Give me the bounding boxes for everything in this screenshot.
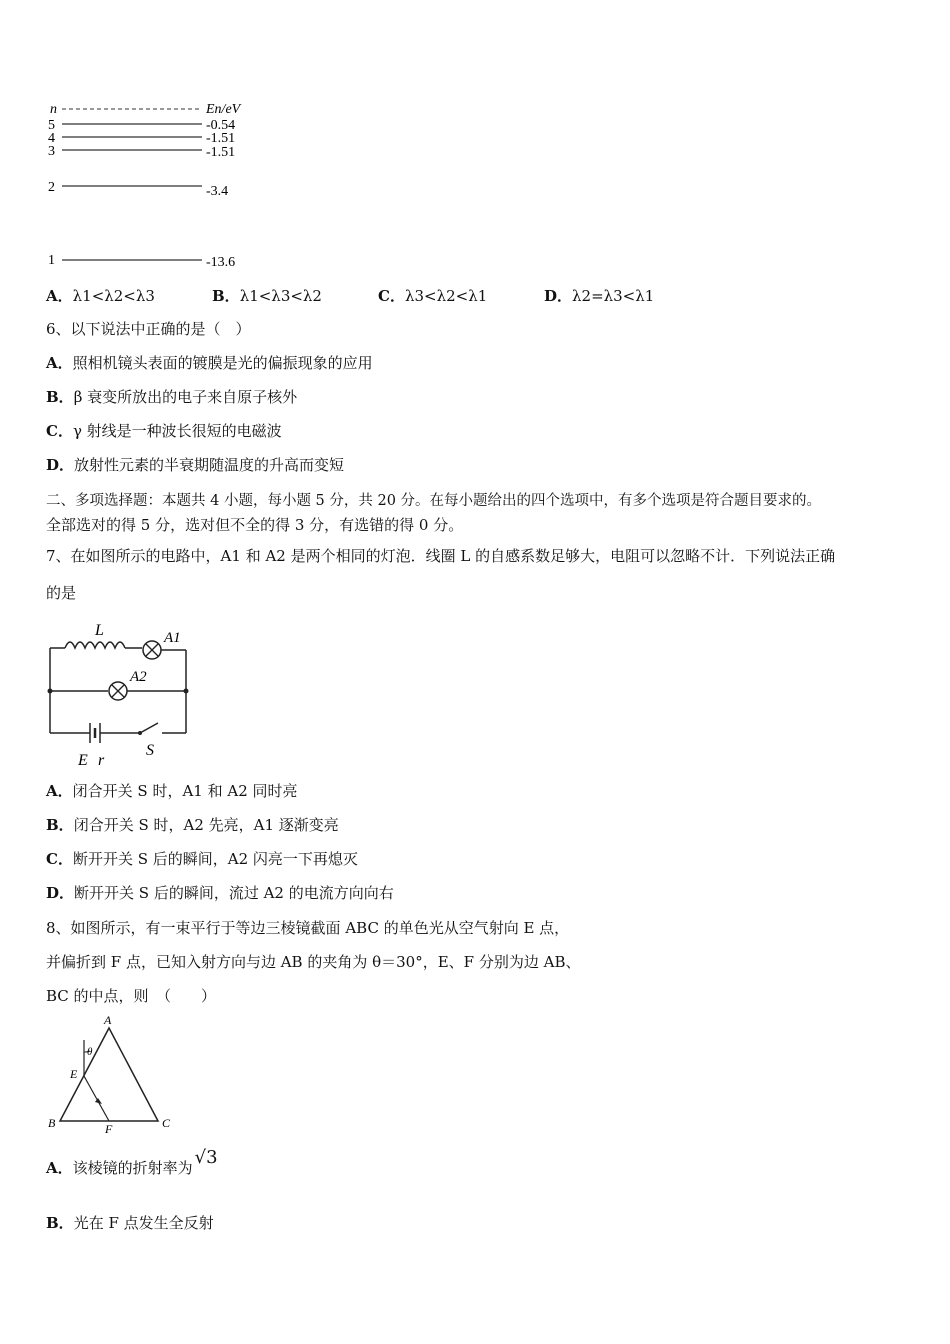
refracted-ray (84, 1076, 109, 1121)
q8-option-b[interactable]: B．光在 F 点发生全反射 (46, 1214, 214, 1232)
q5-option-d-text: λ2=λ3<λ1 (572, 287, 655, 305)
q8-stem-line3: BC 的中点，则 （ ） (46, 987, 217, 1005)
q7-option-d[interactable]: D．断开开关 S 后的瞬间，流过 A2 的电流方向向右 (46, 884, 394, 902)
q7-stem-line2: 的是 (46, 584, 77, 602)
q7-option-b[interactable]: B．闭合开关 S 时，A2 先亮，A1 逐渐变亮 (46, 816, 339, 834)
level-n-3: 3 (48, 144, 55, 159)
q7-circuit-diagram (40, 615, 200, 775)
section2-heading-line1: 二、多项选择题：本题共 4 小题，每小题 5 分，共 20 分。在每小题给出的四个选项中，有多个选项是符合题目要求的。 (46, 493, 822, 509)
vertex-a-label: A (104, 1013, 112, 1027)
q8-stem-line1: 8、如图所示，有一束平行于等边三棱镜截面 ABC 的单色光从空气射向 E 点， (46, 919, 570, 937)
sqrt-three: √3 (194, 1147, 218, 1168)
q5-option-d[interactable]: D．λ2=λ3<λ1 (544, 287, 655, 305)
point-f-label: F (105, 1122, 113, 1136)
q8-prism-diagram (40, 1012, 190, 1137)
q5-option-b-text: λ1<λ3<λ2 (239, 287, 322, 305)
level-energy-2: -3.4 (206, 184, 229, 199)
q8-stem-line2: 并偏折到 F 点，已知入射方向与边 AB 的夹角为 θ＝30°，E、F 分别为边 AB、 (46, 953, 581, 971)
q5-option-a[interactable]: A．λ1<λ2<λ3 (46, 287, 155, 305)
q8-option-a[interactable]: A．该棱镜的折射率为 √3 (46, 1147, 218, 1177)
level-energy-5: -0.54 (206, 118, 236, 133)
point-e-label: E (70, 1067, 78, 1081)
theta-label: θ (87, 1046, 93, 1058)
q6-option-a[interactable]: A．照相机镜头表面的镀膜是光的偏振现象的应用 (46, 354, 373, 372)
level-n-5: 5 (48, 118, 55, 133)
q6-option-b[interactable]: B．β 衰变所放出的电子来自原子核外 (46, 388, 298, 406)
level-energy-3: -1.51 (206, 145, 236, 160)
lamp-a2-label: A2 (130, 669, 147, 685)
q5-option-c[interactable]: C．λ3<λ2<λ1 (378, 287, 488, 305)
q5-option-a-text: λ1<λ2<λ3 (72, 287, 155, 305)
n-axis-label: n (50, 102, 57, 117)
energy-level-diagram (40, 96, 270, 276)
level-n-4: 4 (48, 131, 55, 146)
q6-stem: 6、以下说法中正确的是（ ） (46, 320, 251, 338)
level-energy-1: -13.6 (206, 255, 236, 270)
switch-label: S (146, 742, 154, 759)
level-energy-4: -1.51 (206, 131, 236, 146)
emf-label: E (78, 752, 88, 769)
q5-option-b[interactable]: B．λ1<λ3<λ2 (212, 287, 322, 305)
vertex-b-label: B (48, 1116, 56, 1130)
resistance-label: r (98, 752, 105, 769)
q6-option-c[interactable]: C．γ 射线是一种波长很短的电磁波 (46, 422, 282, 440)
q5-option-c-text: λ3<λ2<λ1 (404, 287, 488, 305)
q6-option-d[interactable]: D．放射性元素的半衰期随温度的升高而变短 (46, 456, 345, 474)
q7-option-a[interactable]: A．闭合开关 S 时，A1 和 A2 同时亮 (46, 782, 298, 800)
level-n-2: 2 (48, 180, 55, 195)
vertex-c-label: C (162, 1116, 171, 1130)
energy-axis-label: En/eV (206, 102, 241, 117)
inductor-label: L (95, 622, 104, 639)
q7-stem-line1: 7、在如图所示的电路中，A1 和 A2 是两个相同的灯泡．线圈 L 的自感系数足够大，电阻可以忽略不计．下列说法正确 (46, 547, 836, 565)
lamp-a1-label: A1 (164, 630, 181, 646)
q7-option-c[interactable]: C．断开开关 S 后的瞬间，A2 闪亮一下再熄灭 (46, 850, 358, 868)
switch-icon (140, 723, 158, 733)
section2-heading-line2: 全部选对的得 5 分，选对但不全的得 3 分，有选错的得 0 分。 (46, 516, 464, 534)
level-n-1: 1 (48, 253, 55, 268)
inductor-coil (65, 642, 125, 648)
